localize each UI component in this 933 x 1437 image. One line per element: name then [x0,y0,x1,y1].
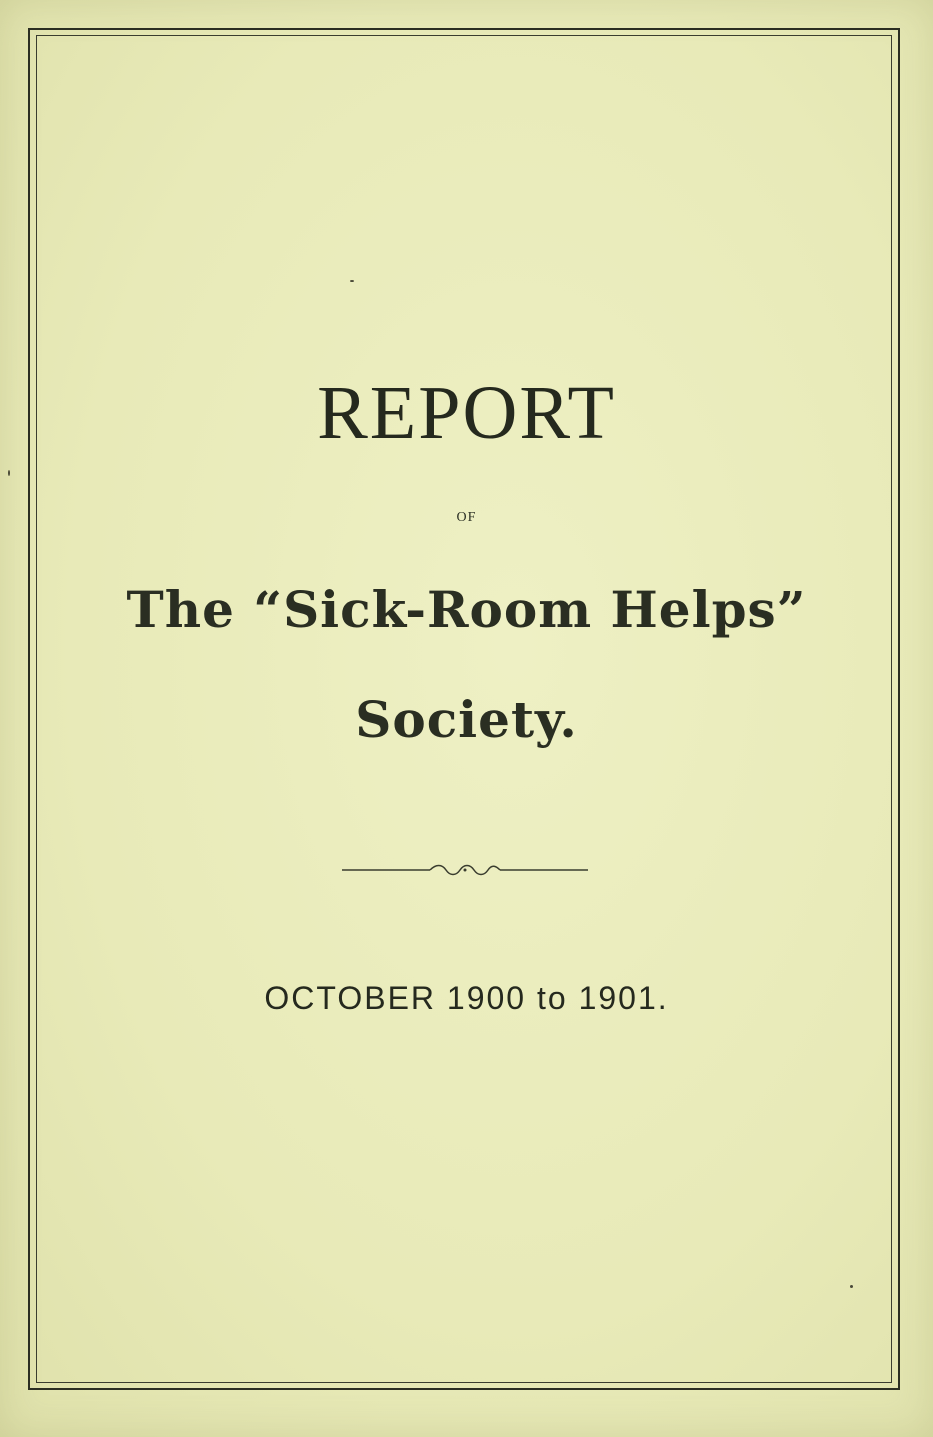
report-title: REPORT [317,371,616,455]
report-period: OCTOBER 1900 to 1901. [264,980,669,1016]
of-connector: OF [456,510,477,525]
society-name-line-2: Society. [355,690,578,749]
ornamental-rule-divider [340,858,590,882]
paper-speck [850,1285,853,1288]
paper-speck [350,280,354,282]
society-name-line-1: The “Sick-Room Helps” [126,580,807,639]
paper-speck [8,470,10,476]
